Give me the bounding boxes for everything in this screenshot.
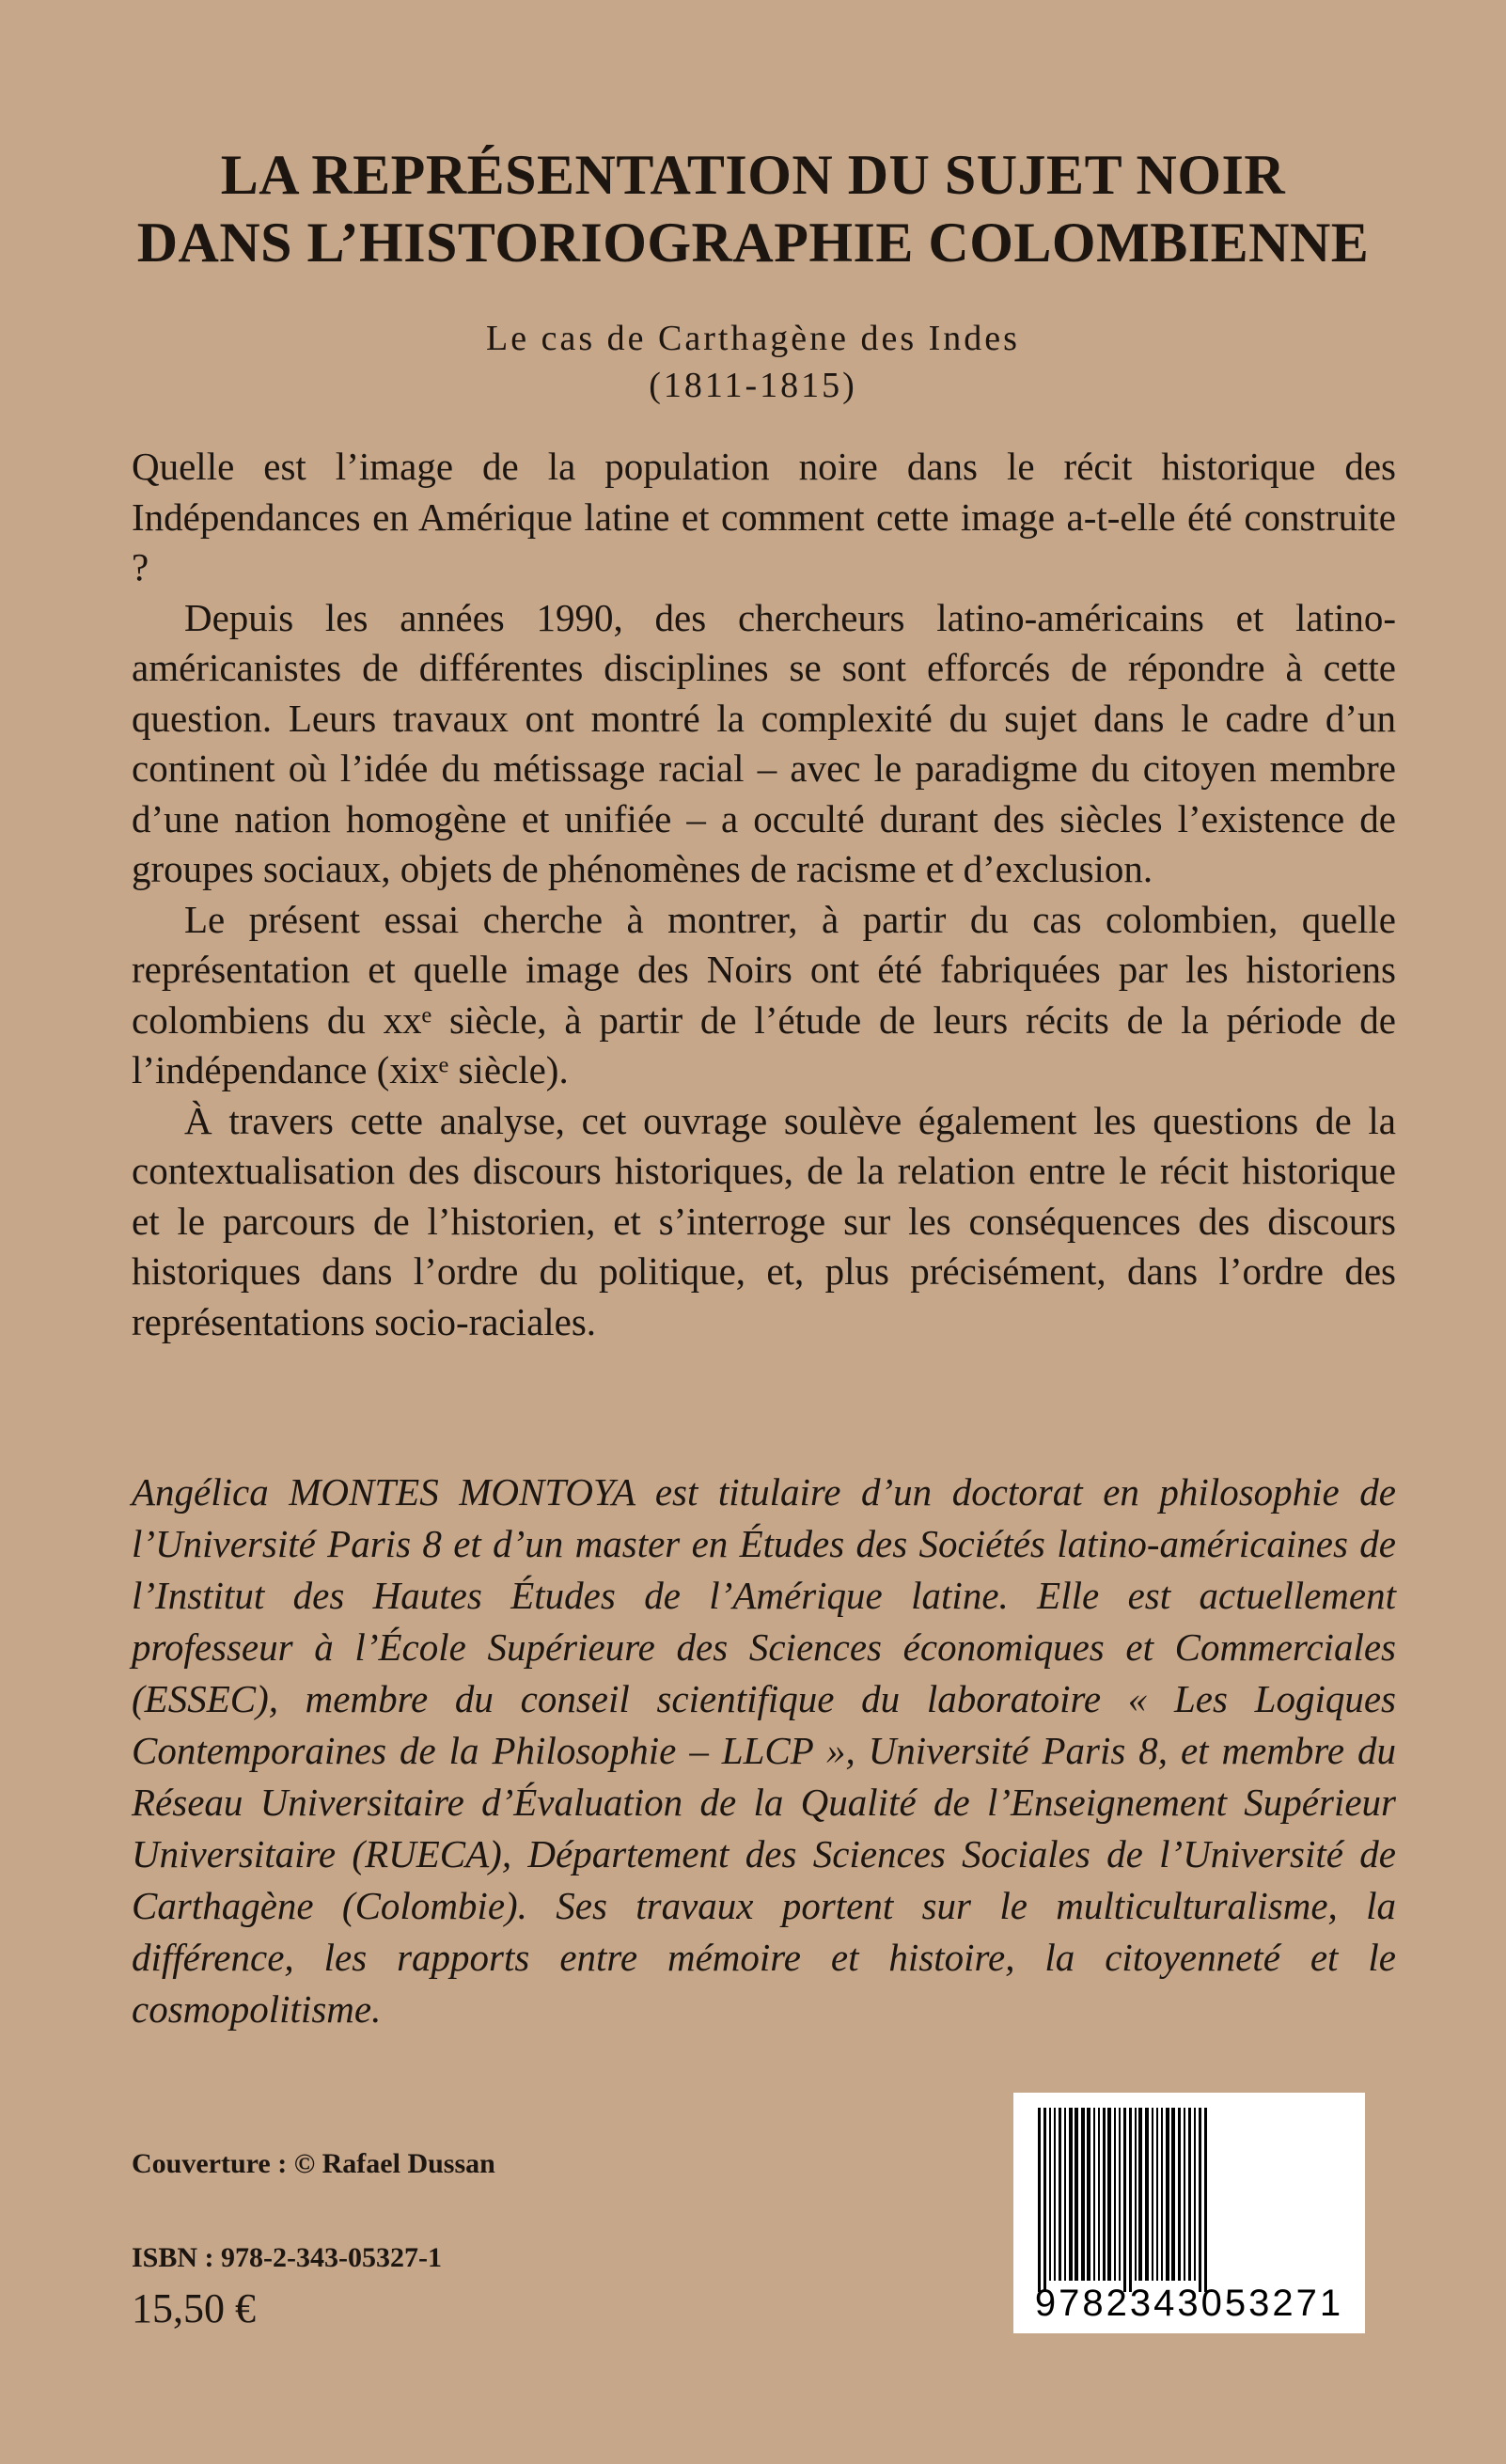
barcode-bar <box>1049 2108 1051 2281</box>
barcode-bar <box>1156 2108 1158 2281</box>
barcode-bar <box>1188 2108 1191 2281</box>
barcode-bar <box>1199 2108 1201 2292</box>
title-line-1: LA REPRÉSENTATION DU SUJET NOIR <box>220 144 1286 206</box>
barcode-bar <box>1204 2108 1207 2292</box>
barcode-bar <box>1135 2108 1137 2281</box>
barcode-bar <box>1098 2108 1100 2281</box>
barcode-bar <box>1038 2108 1041 2292</box>
barcode-bar <box>1166 2108 1169 2281</box>
barcode-bar <box>1152 2108 1153 2281</box>
book-subtitle <box>94 315 1412 409</box>
price: 15,50 € <box>132 2285 256 2331</box>
barcode-bar <box>1138 2108 1142 2281</box>
barcode-bar <box>1129 2108 1132 2292</box>
summary-paragraph: Quelle est l’image de la population noire dans le récit historique des Indépendances en Amérique latine et comment cette image a-t-elle été construite ? <box>132 445 1396 589</box>
title-line-2: DANS L’HISTORIOGRAPHIE COLOMBIENNE <box>136 212 1370 274</box>
barcode-bar <box>1075 2108 1078 2281</box>
barcode-bar <box>1184 2108 1185 2281</box>
summary-text <box>132 442 1396 1347</box>
barcode-bar <box>1103 2108 1106 2281</box>
barcode-bar <box>1114 2108 1116 2281</box>
barcode-digits: 9782343053271 <box>1034 2283 1344 2324</box>
barcode-bar <box>1107 2108 1111 2281</box>
author-bio: Angélica MONTES MONTOYA est titulaire d’un doctorat en philosophie de l’Université Paris 8 et d’un master en Études des Sociétés latino-américaines de l’Institut des Hautes Études de l’Amérique latine. Elle est actuellement professeur à l’École Supérieure des Sciences économiques et Commerciales (ESSEC), membre du conseil scientifique du laboratoire « Les Logiques Contemporaines de la Philosophie – LLCP », Université Paris 8, et membre du Réseau Universitaire d’Évaluation de la Qualité de l’Enseignement Supérieur Universitaire (RUECA), Département des Sciences Sociales de l’Université de Carthagène (Colombie). Ses travaux portent sur le multiculturalisme, la différence, les rapports entre mémoire et histoire, la citoyenneté et le cosmopolitisme. <box>132 1470 1396 2031</box>
barcode-bar <box>1161 2108 1163 2281</box>
summary-paragraph: Le présent essai cherche à montrer, à partir du cas colombien, quelle représentation et quelle image des Noirs ont été fabriquées par les historiens colombiens du xxᵉ siècle, à partir de l’étude de leurs récits de la période de l’indépendance (xixᵉ siècle). <box>132 897 1396 1091</box>
cover-credit: Couverture : © Rafael Dussan <box>132 2148 495 2179</box>
summary-paragraph: Depuis les années 1990, des chercheurs latino-américains et latino-américanistes de différentes disciplines se sont efforcés de répondre à cette question. Leurs travaux ont montré la complexité du sujet dans le cadre d’un continent où l’idée du métissage racial – avec le paradigme du citoyen membre d’une nation homogène et unifiée – a occulté durant des siècles l’existence de groupes sociaux, objets de phénomènes de racisme et d’exclusion. <box>132 595 1396 890</box>
barcode-bar <box>1093 2108 1095 2281</box>
subtitle-line-1: Le cas de Carthagène des Indes <box>486 319 1020 358</box>
subtitle-dates: (1811-1815) <box>649 366 857 405</box>
barcode-bar <box>1064 2108 1066 2281</box>
barcode-bar <box>1119 2108 1121 2281</box>
isbn: ISBN : 978-2-343-05327-1 <box>132 2242 442 2273</box>
barcode-bar <box>1123 2108 1126 2292</box>
barcode-bar <box>1178 2108 1181 2281</box>
barcode-bar <box>1087 2108 1090 2281</box>
barcode-bar <box>1081 2108 1085 2281</box>
barcode <box>1013 2093 1365 2333</box>
barcode-bar <box>1171 2108 1175 2281</box>
summary-paragraph: À travers cette analyse, cet ouvrage soulève également les questions de la contextualisation des discours historiques, de la relation entre le récit historique et le parcours de l’historien, et s’interroge sur les conséquences des discours historiques dans l’ordre du politique, et, plus précisément, dans l’ordre des représentations socio-raciales. <box>132 1098 1396 1343</box>
barcode-bar <box>1054 2108 1056 2281</box>
barcode-bar <box>1059 2108 1061 2281</box>
book-title <box>94 141 1412 276</box>
barcode-bar <box>1194 2108 1196 2281</box>
barcode-bar <box>1145 2108 1149 2281</box>
barcode-bar <box>1043 2108 1046 2292</box>
barcode-bar <box>1069 2108 1073 2281</box>
